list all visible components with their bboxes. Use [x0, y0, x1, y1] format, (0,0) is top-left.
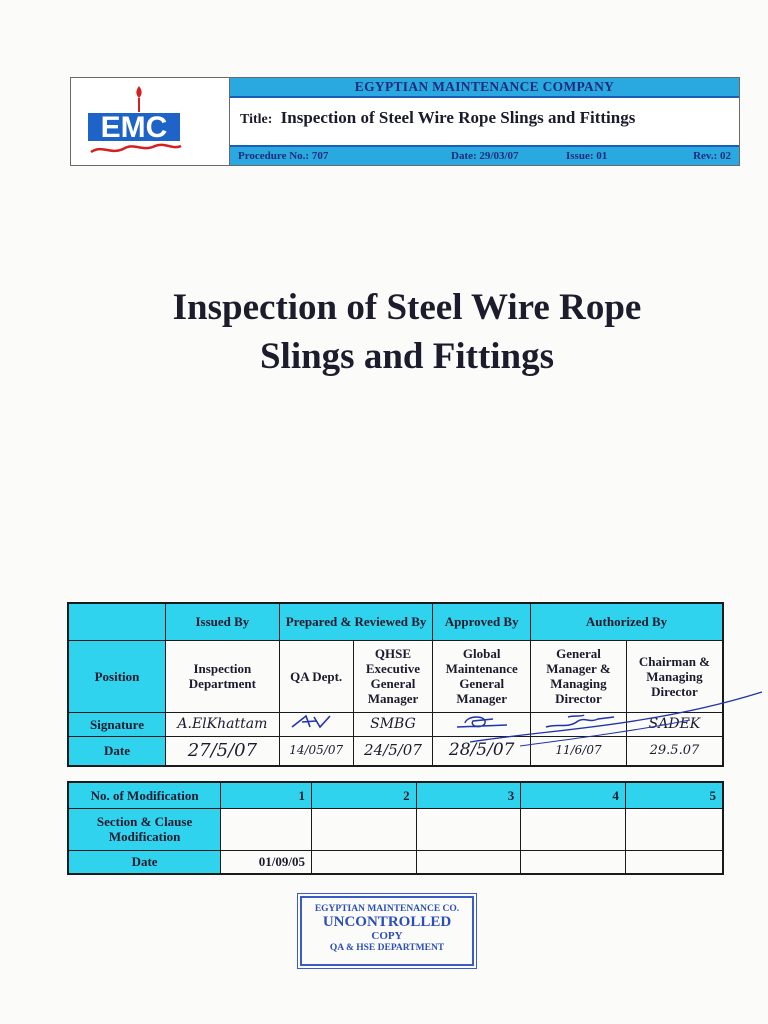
date-cell: 11/6/07: [531, 736, 627, 766]
position-cell: QHSE Executive General Manager: [353, 640, 433, 712]
logo-cell: [71, 78, 230, 165]
prepared-reviewed-header: Prepared & Reviewed By: [279, 603, 433, 640]
signature-cell: A.ElKhattam: [166, 712, 280, 736]
modification-date-cell: [625, 850, 723, 874]
issue-date: Date: 29/03/07: [451, 150, 519, 162]
position-cell: QA Dept.: [279, 640, 353, 712]
issued-by-header: Issued By: [166, 603, 280, 640]
document-header: [70, 77, 740, 166]
signature-label: Signature: [68, 712, 166, 736]
modification-date-cell: [521, 850, 626, 874]
authorized-by-header: Authorized By: [531, 603, 723, 640]
section-clause-cell: [416, 808, 521, 850]
date-cell: 14/05/07: [279, 736, 353, 766]
signature-cell: SADEK: [626, 712, 723, 736]
signature-scribble: [286, 713, 346, 731]
date-cell: 24/5/07: [353, 736, 433, 766]
position-cell: Global Maintenance General Manager: [433, 640, 531, 712]
section-clause-cell: [521, 808, 626, 850]
stamp-company: EGYPTIAN MAINTENANCE CO.: [314, 904, 460, 914]
section-clause-cell: [221, 808, 312, 850]
corner-cell: [68, 603, 166, 640]
modification-date-cell: [416, 850, 521, 874]
modification-number-row: [68, 782, 723, 808]
position-label: Position: [68, 640, 166, 712]
section-clause-label: Section & Clause Modification: [68, 808, 221, 850]
issue-number: Issue: 01: [566, 150, 608, 162]
signature-cell: SMBG: [353, 712, 433, 736]
revision-number: Rev.: 02: [693, 150, 731, 162]
section-clause-cell: [311, 808, 416, 850]
modification-number-cell: 4: [521, 782, 626, 808]
company-name: EGYPTIAN MAINTENANCE COMPANY: [230, 78, 739, 98]
header-title: [230, 98, 739, 144]
modification-number-cell: 5: [625, 782, 723, 808]
modification-date-cell: 01/09/05: [221, 850, 312, 874]
modification-date-cell: [311, 850, 416, 874]
modification-table: [67, 781, 724, 875]
document-title: [40, 283, 768, 381]
modification-date-row: [68, 850, 723, 874]
modification-number-label: No. of Modification: [68, 782, 221, 808]
date-cell: 29.5.07: [626, 736, 723, 766]
stamp-uncontrolled: UNCONTROLLED: [322, 914, 452, 930]
svg-text:EMC: EMC: [100, 111, 168, 144]
date-label: Date: [68, 736, 166, 766]
modification-number-cell: 1: [221, 782, 312, 808]
section-clause-row: [68, 808, 723, 850]
position-cell: Inspection Department: [166, 640, 280, 712]
uncontrolled-copy-stamp: [300, 896, 474, 966]
procedure-number: Procedure No.: 707: [238, 150, 329, 162]
stamp-department: QA & HSE DEPARTMENT: [329, 943, 445, 953]
position-cell: Chairman & Managing Director: [626, 640, 723, 712]
document-title-line-1: Inspection of Steel Wire Rope: [172, 287, 642, 328]
approved-by-header: Approved By: [433, 603, 531, 640]
approval-header-row: [68, 603, 723, 640]
signature-pen-strokes: [440, 690, 768, 760]
title-text: Inspection of Steel Wire Rope Slings and Fittings: [280, 108, 636, 127]
title-label: Title:: [240, 112, 273, 127]
stamp-copy: COPY: [371, 930, 403, 942]
header-meta: [230, 145, 739, 165]
modification-number-cell: 2: [311, 782, 416, 808]
signature-cell: [279, 712, 353, 736]
date-cell: 27/5/07: [166, 736, 280, 766]
emc-logo: [81, 82, 201, 160]
position-cell: General Manager & Managing Director: [531, 640, 627, 712]
document-title-line-2: Slings and Fittings: [259, 336, 555, 377]
section-clause-cell: [625, 808, 723, 850]
modification-date-label: Date: [68, 850, 221, 874]
date-cell: 28/5/07: [433, 736, 531, 766]
modification-number-cell: 3: [416, 782, 521, 808]
